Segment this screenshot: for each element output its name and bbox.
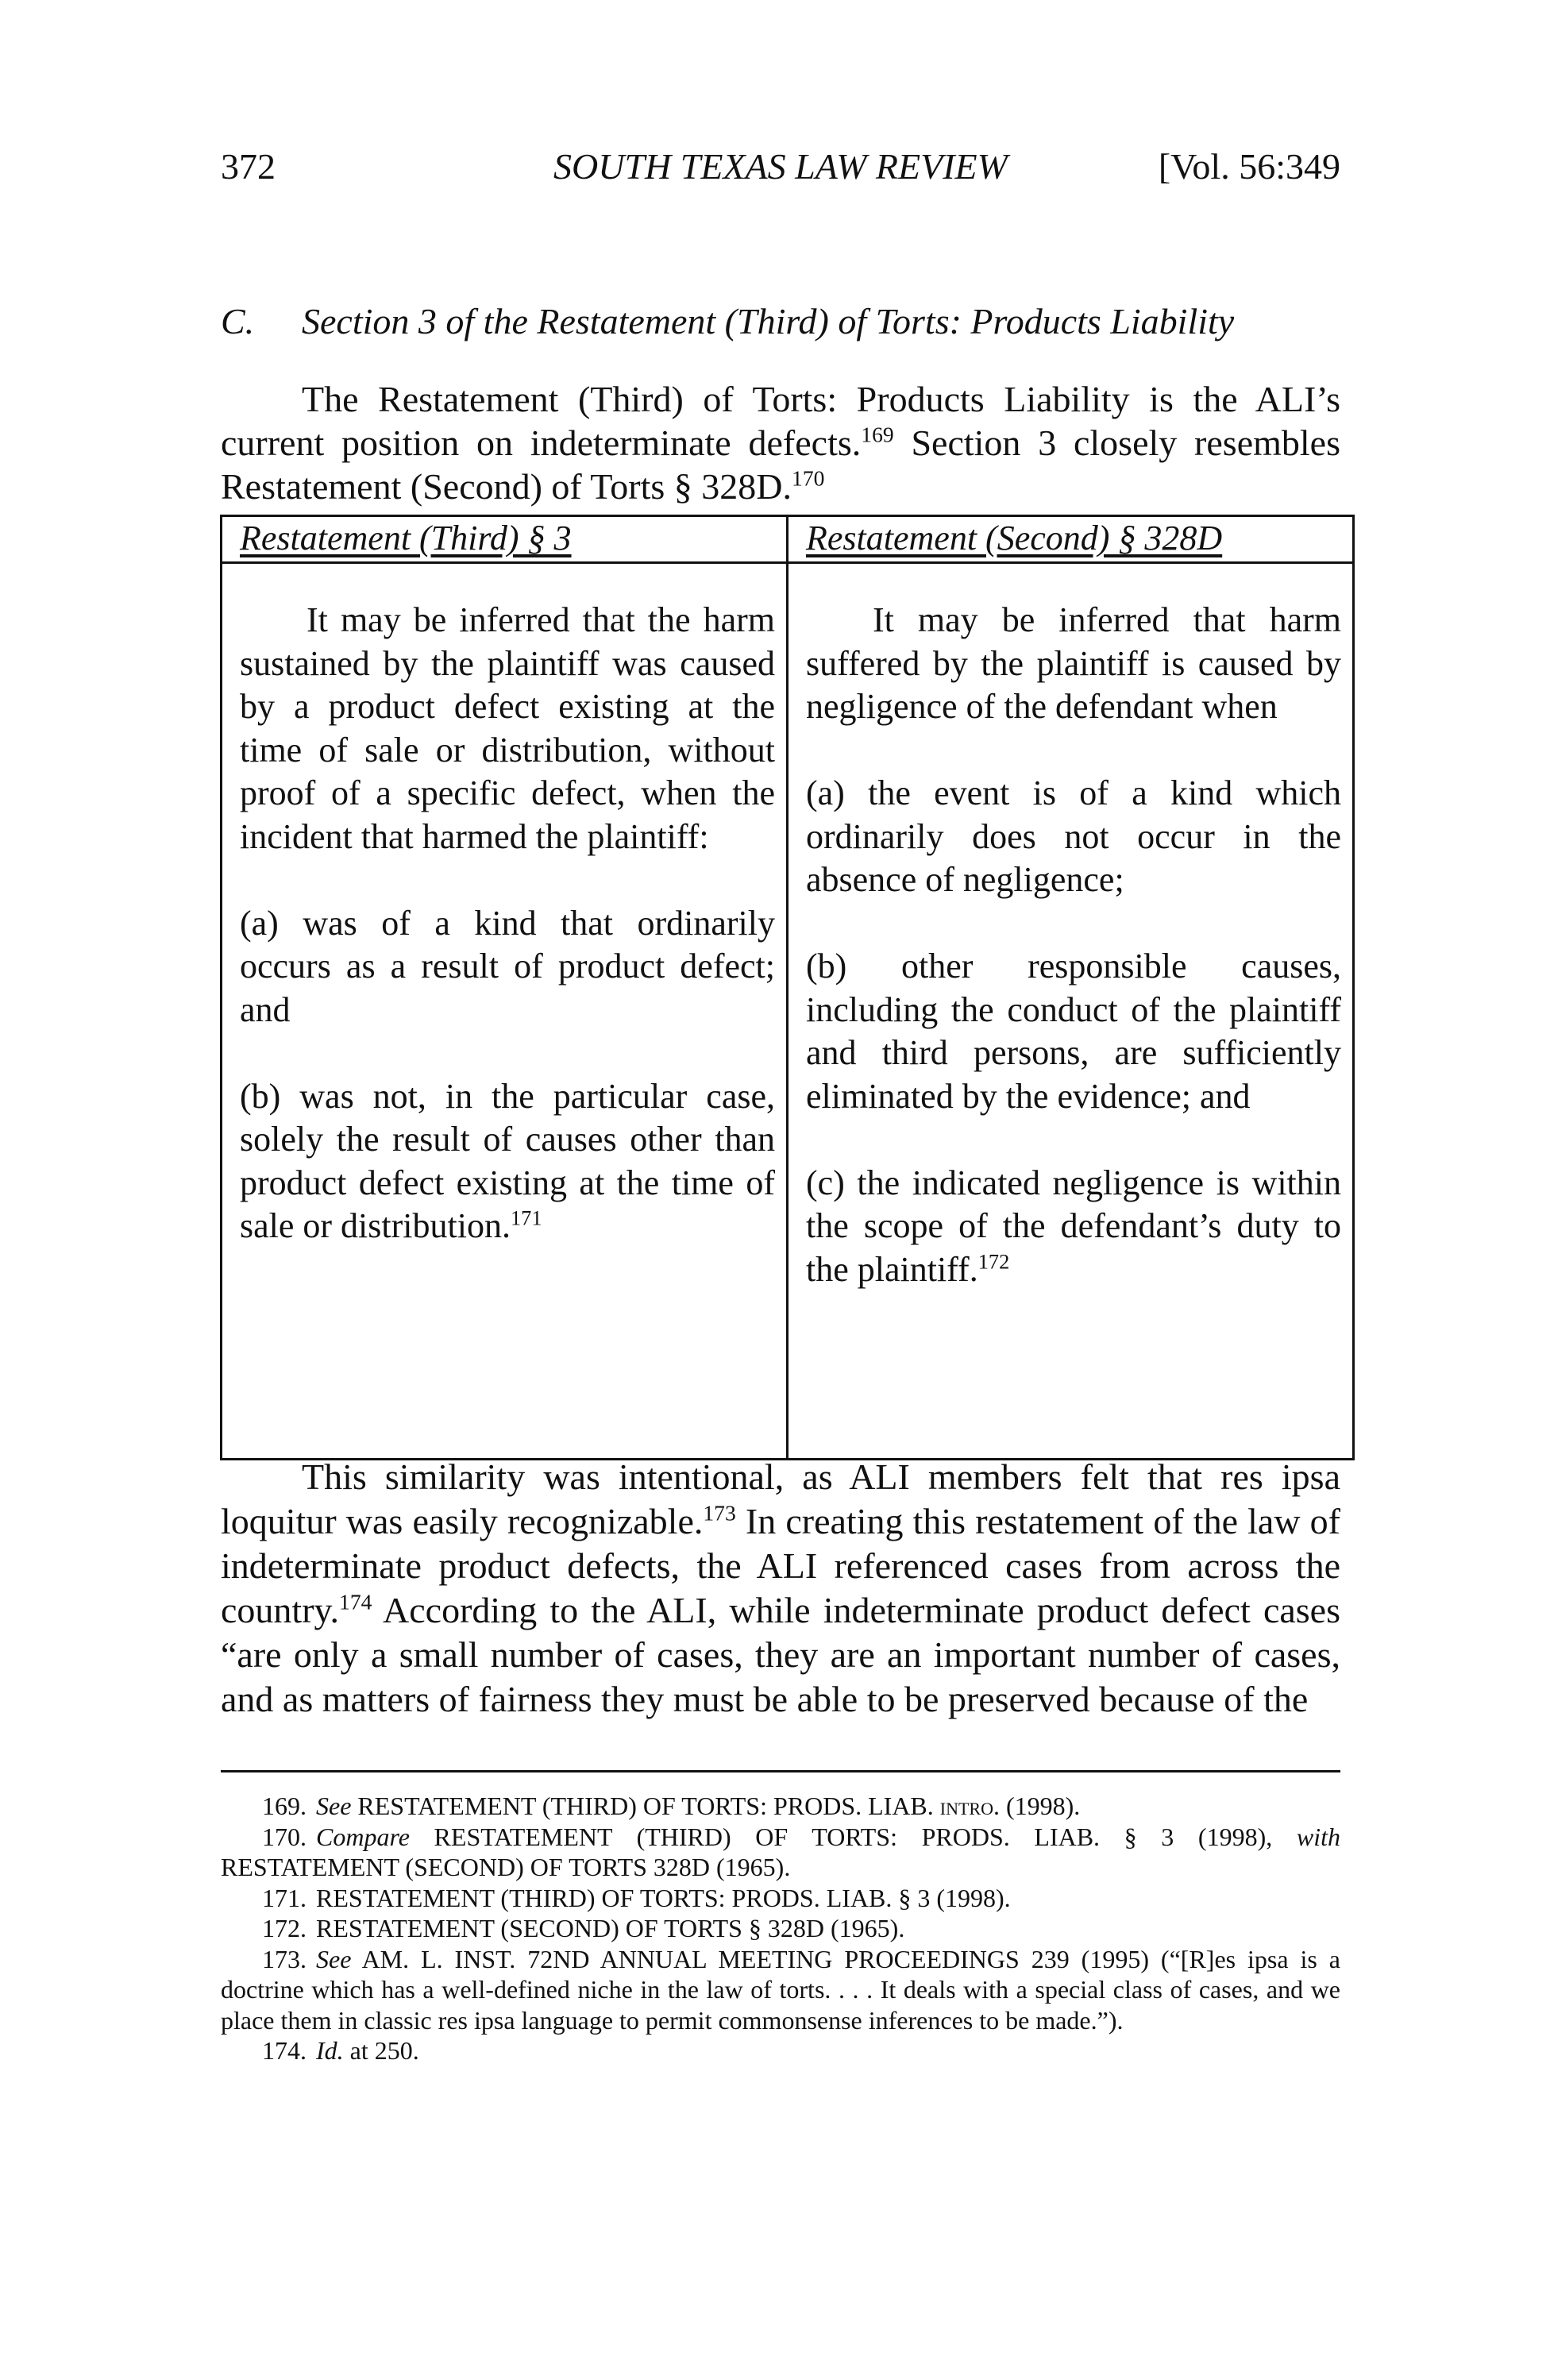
footnote-ref-171: 171 xyxy=(510,1205,542,1230)
comparison-table xyxy=(220,515,1355,1460)
second-clause-b: (b) other responsible causes, including the conduct of the plaintiff and third persons, are sufficiently eliminated by the evidence; and xyxy=(806,947,1341,1116)
footnote-171: 171. RESTATEMENT (THIRD) OF TORTS: PRODS. LIAB. § 3 (1998). xyxy=(262,1883,1011,1912)
footnote-ref-169: 169 xyxy=(861,422,894,447)
body-paragraph xyxy=(221,1455,1340,1722)
section-letter: C. xyxy=(221,301,255,341)
footnote-173: 173. See AM. L. INST. 72ND ANNUAL MEETING PROCEEDINGS 239 (1995) (“[R]es ipsa is a doctrine which has a well-defined niche in the law of torts. . . . It deals with a special class of cases, and we place them in classic res ipsa language to permit commonsense inferences to be made.”). xyxy=(221,1944,1340,2035)
body-text xyxy=(221,1455,1340,1722)
footnote-ref-170: 170 xyxy=(792,465,825,491)
column-header-second: Restatement (Second) § 328D xyxy=(788,516,1354,563)
running-header xyxy=(221,143,1340,191)
footnote-divider xyxy=(221,1770,1340,1772)
volume-citation: [Vol. 56:349 xyxy=(1158,146,1340,187)
second-clause-a: (a) the event is of a kind which ordinarily does not occur in the absence of negligence; xyxy=(806,773,1341,899)
footnote-ref-172: 172 xyxy=(977,1248,1010,1273)
body-sentence-2: In creating this restatement of the law of indeterminate product defects, the ALI referenced cases from across the country. xyxy=(221,1501,1340,1630)
intro-text-part-2: Section 3 closely resembles Restatement (Second) of Torts § 328D. xyxy=(221,422,1340,507)
column-header-third: Restatement (Third) § 3 xyxy=(222,516,788,563)
page-number: 372 xyxy=(221,146,276,187)
footnote-ref-174: 174 xyxy=(339,1589,372,1614)
third-clause-b: (b) was not, in the particular case, solely the result of causes other than product defect existing at the time of sale or distribution.$^{171}$ xyxy=(240,1076,775,1245)
second-clause-c: (c) the indicated negligence is within the scope of the defendant’s duty to the plaintiff.$^{172}$ xyxy=(806,1163,1341,1289)
third-intro-paragraph: It may be inferred that the harm sustained by the plaintiff was caused by a product defect existing at the time of sale or distribution, without proof of a specific defect, when the incident that harmed the plaintiff: xyxy=(240,600,775,856)
footnotes xyxy=(221,1791,1340,2066)
body-sentence-1: This similarity was intentional, as ALI members felt that res ipsa loquitur was easily recognizable. xyxy=(221,1456,1340,1541)
restatement-second-text xyxy=(788,563,1354,1460)
intro-text-part-1: The Restatement (Third) of Torts: Products Liability is the ALI’s current position on indeterminate defects. xyxy=(221,379,1340,463)
body-sentence-3: According to the ALI, while indeterminate product defect cases “are only a small number of cases, they are an important number of cases, and as matters of fairness they must be able to be preserved because of the xyxy=(221,1590,1340,1719)
table-row xyxy=(222,563,1354,1460)
intro-text xyxy=(221,377,1340,508)
intro-paragraph xyxy=(221,377,1340,508)
third-clause-a: (a) was of a kind that ordinarily occurs as a result of product defect; and xyxy=(240,903,775,1029)
section-heading xyxy=(221,298,1340,345)
footnote-ref-173: 173 xyxy=(703,1500,736,1526)
footnote-174: 174. Id. at 250. xyxy=(262,2036,419,2065)
journal-title: SOUTH TEXAS LAW REVIEW xyxy=(553,146,1008,187)
footnote-169: 169. See RESTATEMENT (THIRD) OF TORTS: PRODS. LIAB. intro. (1998). xyxy=(262,1792,1081,1820)
footnote-170: 170. Compare RESTATEMENT (THIRD) OF TORTS: PRODS. LIAB. § 3 (1998), with RESTATEMENT (SECOND) OF TORTS 328D (1965). xyxy=(221,1822,1340,1881)
restatement-third-text xyxy=(222,563,788,1460)
footnote-172: 172. RESTATEMENT (SECOND) OF TORTS § 328D (1965). xyxy=(262,1914,905,1942)
table-header-row xyxy=(222,516,1354,563)
second-intro-paragraph: It may be inferred that harm suffered by the plaintiff is caused by negligence of the defendant when xyxy=(806,600,1341,726)
section-title: Section 3 of the Restatement (Third) of Torts: Products Liability xyxy=(302,301,1235,341)
